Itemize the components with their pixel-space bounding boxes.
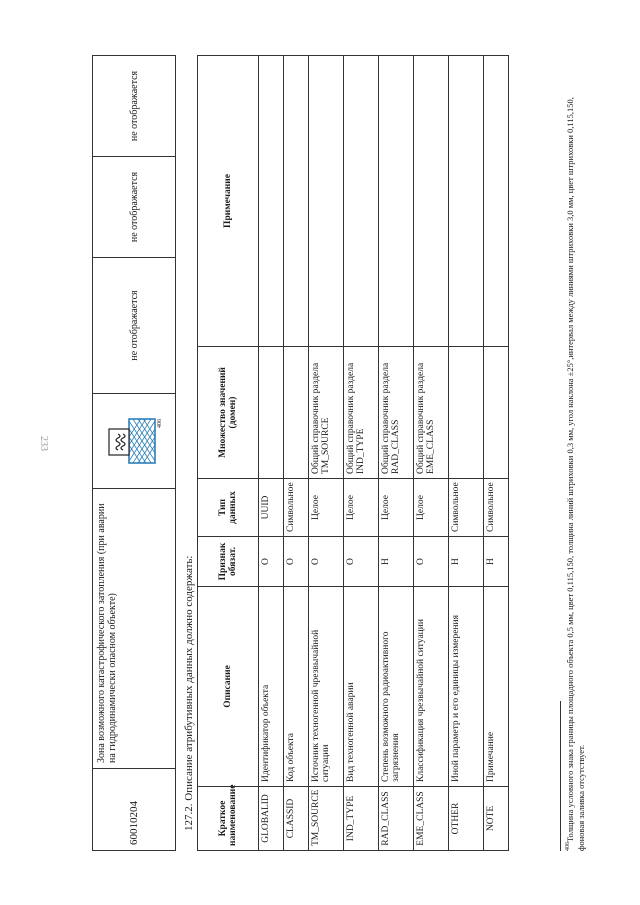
cell-abbr: NOTE	[484, 787, 509, 851]
cell-note	[309, 56, 344, 347]
cell-data-type: Символьное	[449, 479, 484, 537]
cell-data-type: Символьное	[484, 479, 509, 537]
object-name: Зона возможного катастрофического затопления (при аварии на гидродинамически опасном объекте)	[93, 489, 176, 769]
cell-domain	[484, 347, 509, 479]
cell-required: Н	[449, 537, 484, 587]
symbol-cell	[93, 394, 176, 489]
display-cell-2: не отображается	[93, 157, 176, 258]
cell-required: Н	[484, 537, 509, 587]
cell-data-type: Целое	[344, 479, 379, 537]
cell-domain: Общий справочник раздела IND_TYPE	[344, 347, 379, 479]
cell-note	[259, 56, 284, 347]
footnote-divider	[560, 701, 561, 851]
cell-description: Источник техногенной чрезвычайной ситуации	[309, 587, 344, 787]
table-header-row	[198, 56, 259, 851]
cell-domain	[449, 347, 484, 479]
table-row	[414, 56, 449, 851]
table-row	[484, 56, 509, 851]
header-note: Примечание	[198, 56, 259, 347]
table-row	[379, 56, 414, 851]
header-description: Описание	[198, 587, 259, 787]
header-domain: Множество значений (домен)	[198, 347, 259, 479]
cell-note	[379, 56, 414, 347]
cell-required: О	[284, 537, 309, 587]
cell-required: О	[344, 537, 379, 587]
page-number: 233	[38, 436, 49, 451]
table-row	[449, 56, 484, 851]
cell-required: О	[414, 537, 449, 587]
cell-abbr: CLASSID	[284, 787, 309, 851]
cell-note	[414, 56, 449, 347]
footnote-text: Толщина условного знака границы площадного объекта 0,5 мм, цвет 0,115,150, толщина линий штриховки 0,3 мм, угол наклона ±25°,интервал между линиями штриховки 3,0 мм, цвет штриховки 0,115,150, фоновая заливка отсутствует.	[565, 97, 586, 851]
cell-abbr: IND_TYPE	[344, 787, 379, 851]
cell-domain	[259, 347, 284, 479]
cell-abbr: EME_CLASS	[414, 787, 449, 851]
cell-abbr: RAD_CLASS	[379, 787, 414, 851]
header-abbr: Краткое наименование	[198, 787, 259, 851]
cell-domain: Общий справочник раздела RAD_CLASS	[379, 347, 414, 479]
cell-description: Примечание	[484, 587, 509, 787]
cell-description: Код объекта	[284, 587, 309, 787]
header-data-type: Тип данных	[198, 479, 259, 537]
attribute-table	[197, 55, 509, 851]
cell-note	[449, 56, 484, 347]
cell-data-type: Целое	[414, 479, 449, 537]
table-row	[259, 56, 284, 851]
cell-abbr: OTHER	[449, 787, 484, 851]
cell-abbr: GLOBALID	[259, 787, 284, 851]
cell-abbr: TM_SOURCE	[309, 787, 344, 851]
display-cell-3: не отображается	[93, 56, 176, 157]
section-heading: 127.2. Описание атрибутивных данных должно содержать:	[183, 555, 195, 831]
symbol-row	[93, 56, 176, 851]
cell-domain: Общий справочник раздела EME_CLASS	[414, 347, 449, 479]
cell-domain: Общий справочник раздела TM_SOURCE	[309, 347, 344, 479]
cell-required: Н	[379, 537, 414, 587]
cell-data-type: Целое	[309, 479, 344, 537]
cell-data-type: Символьное	[284, 479, 309, 537]
symbol-table	[92, 55, 176, 851]
display-cell-1: не отображается	[93, 258, 176, 394]
table-row	[344, 56, 379, 851]
cell-description: Иной параметр и его единицы измерения	[449, 587, 484, 787]
cell-description: Идентификатор объекта	[259, 587, 284, 787]
object-code: 60010204	[93, 769, 176, 851]
cell-note	[484, 56, 509, 347]
header-required: Признак обязат.	[198, 537, 259, 587]
cell-note	[344, 56, 379, 347]
footnote-ref: 406	[565, 842, 572, 851]
table-row	[284, 56, 309, 851]
cell-required: О	[259, 537, 284, 587]
symbol-footnote-ref: 406	[157, 419, 163, 428]
cell-note	[284, 56, 309, 347]
flood-zone-symbol-icon	[107, 415, 161, 467]
cell-description: Степень возможного радиоактивного загрязнения	[379, 587, 414, 787]
cell-required: О	[309, 537, 344, 587]
footnote	[565, 71, 586, 851]
cell-description: Вид техногенной аварии	[344, 587, 379, 787]
cell-description: Классификация чрезвычайной ситуации	[414, 587, 449, 787]
cell-domain	[284, 347, 309, 479]
table-row	[309, 56, 344, 851]
cell-data-type: Целое	[379, 479, 414, 537]
cell-data-type: UUID	[259, 479, 284, 537]
